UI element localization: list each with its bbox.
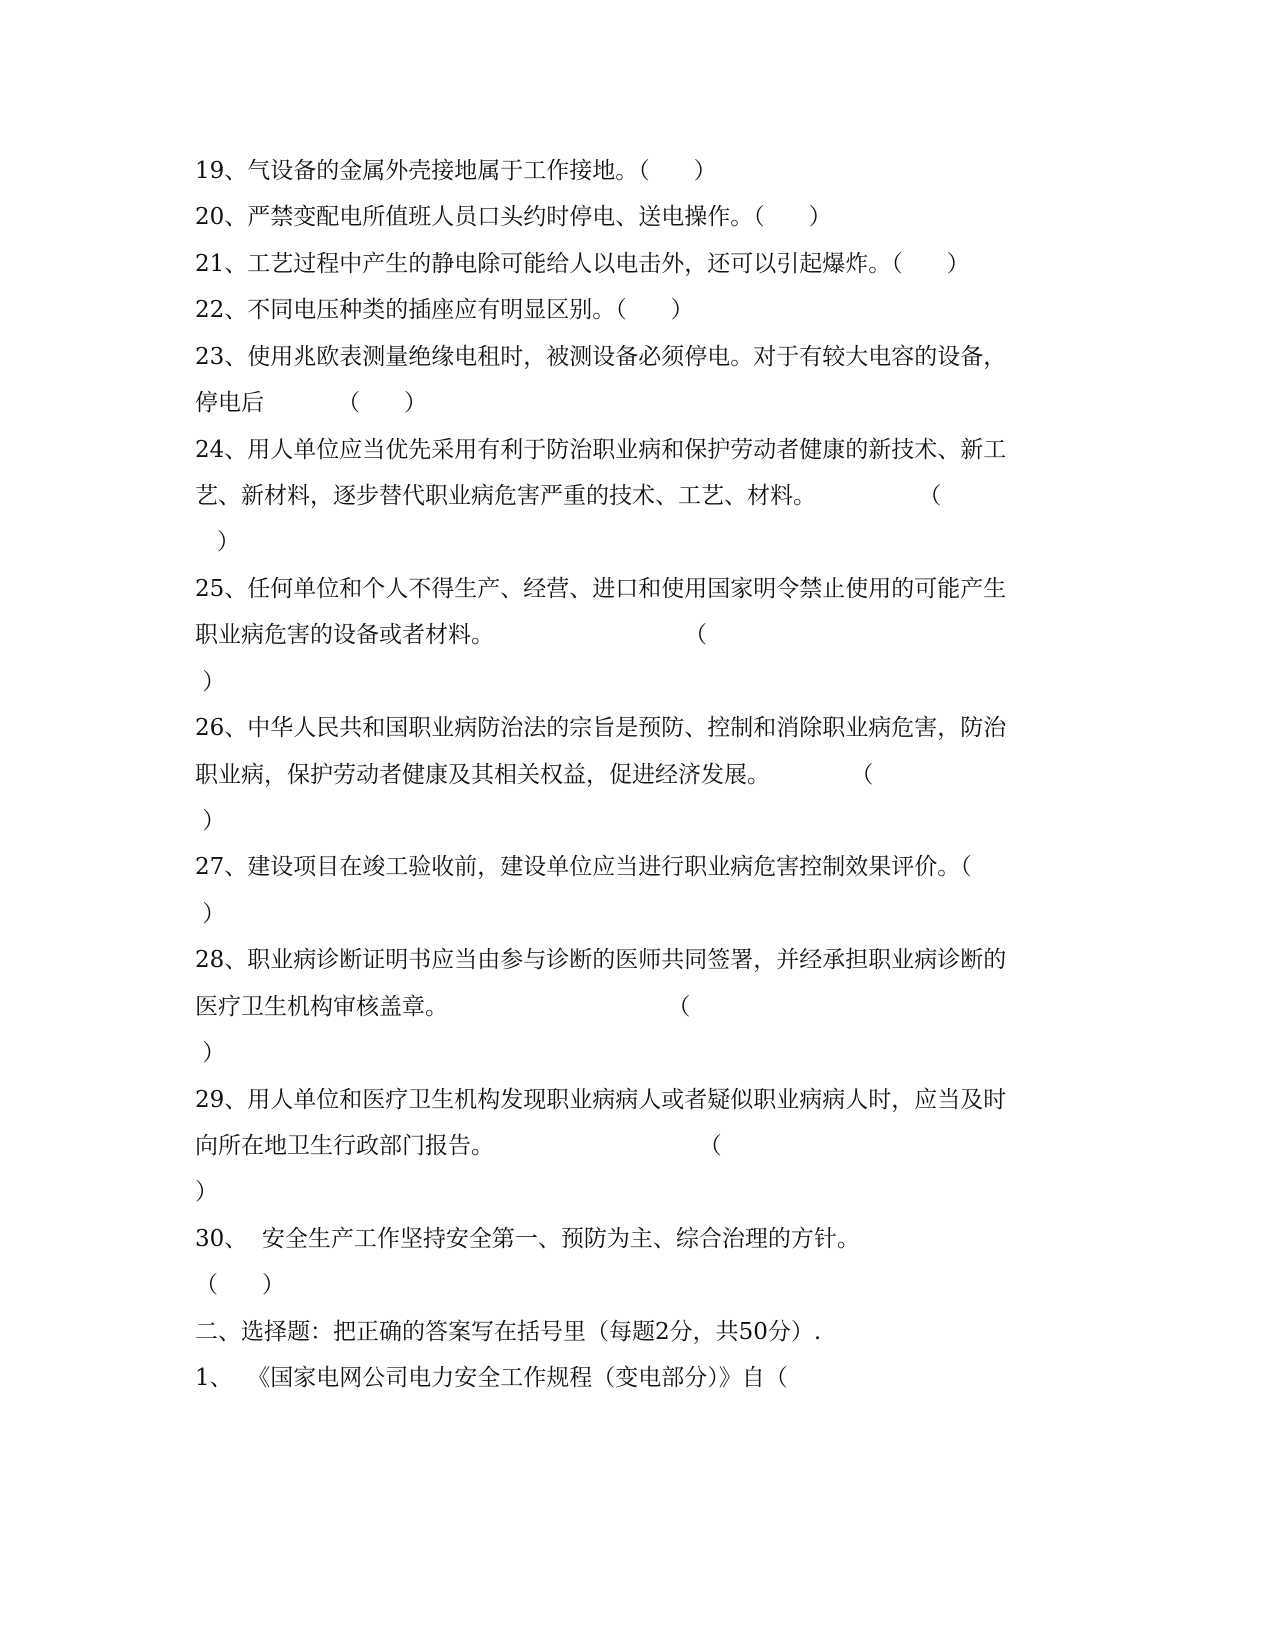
question-28-line-3: ） — [195, 1040, 226, 1066]
question-25-line-1: 25、任何单位和个人不得生产、经营、进口和使用国家明令禁止使用的可能产生 — [195, 576, 1007, 602]
question-24-line-1: 24、用人单位应当优先采用有利于防治职业病和保护劳动者健康的新技术、新工 — [195, 437, 1007, 463]
question-24-line-2: 艺、新材料，逐步替代职业病危害严重的技术、工艺、材料。 （ — [195, 483, 942, 509]
section-heading-choice: 二、选择题：把正确的答案写在括号里（每题2分，共50分）. — [195, 1319, 822, 1345]
question-25-line-2: 职业病危害的设备或者材料。 （ — [195, 622, 708, 648]
question-30-line-2: （ ） — [195, 1272, 285, 1298]
question-27-line-1: 27、建设项目在竣工验收前，建设单位应当进行职业病危害控制效果评价。（ — [195, 854, 972, 880]
question-23-line-1: 23、使用兆欧表测量绝缘电租时，被测设备必须停电。对于有较大电容的设备， — [195, 344, 1007, 370]
question-29-line-2: 向所在地卫生行政部门报告。 （ — [195, 1133, 722, 1159]
question-25-line-3: ） — [195, 669, 226, 695]
question-28-line-2: 医疗卫生机构审核盖章。 （ — [195, 994, 691, 1020]
question-23-line-2: 停电后 （ ） — [195, 390, 427, 416]
question-20: 20、严禁变配电所值班人员口头约时停电、送电操作。（ ） — [195, 204, 832, 230]
question-29-line-1: 29、用人单位和医疗卫生机构发现职业病病人或者疑似职业病病人时，应当及时 — [195, 1087, 1007, 1113]
question-26-line-1: 26、中华人民共和国职业病防治法的宗旨是预防、控制和消除职业病危害，防治 — [195, 715, 1007, 741]
question-28-line-1: 28、职业病诊断证明书应当由参与诊断的医师共同签署，并经承担职业病诊断的 — [195, 947, 1007, 973]
choice-question-1: 1、 《国家电网公司电力安全工作规程（变电部分）》自（ — [195, 1365, 788, 1391]
question-22: 22、不同电压种类的插座应有明显区别。（ ） — [195, 297, 694, 323]
question-27-line-2: ） — [195, 901, 226, 927]
question-30-line-1: 30、 安全生产工作坚持安全第一、预防为主、综合治理的方针。 — [195, 1226, 860, 1252]
question-21: 21、工艺过程中产生的静电除可能给人以电击外，还可以引起爆炸。（ ） — [195, 251, 970, 277]
question-26-line-3: ） — [195, 808, 226, 834]
question-24-line-3: ） — [195, 529, 240, 555]
question-29-line-3: ） — [195, 1179, 218, 1205]
question-26-line-2: 职业病，保护劳动者健康及其相关权益，促进经济发展。 （ — [195, 762, 874, 788]
question-19: 19、气设备的金属外壳接地属于工作接地。（ ） — [195, 158, 717, 184]
